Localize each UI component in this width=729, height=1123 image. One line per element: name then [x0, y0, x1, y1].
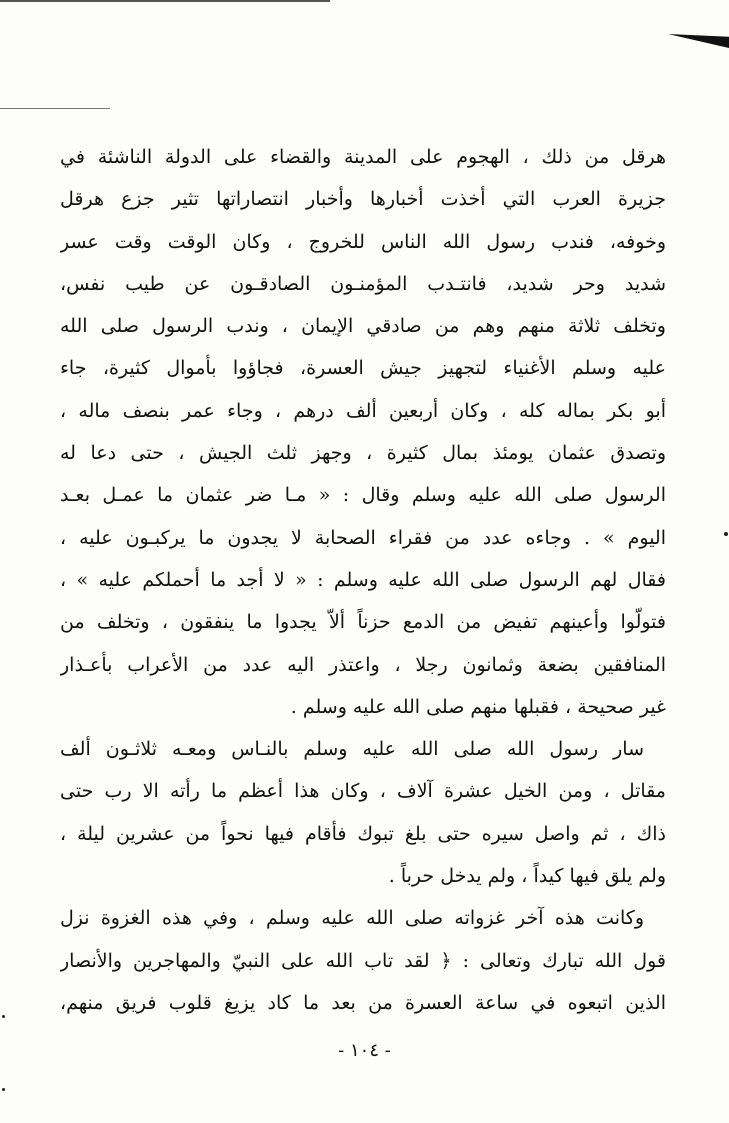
paragraph-end-line: ولم يلق فيها كيداً ، ولم يدخل حرباً . — [388, 865, 666, 888]
text-line: عليه وسلم الأغنياء لتجهيز جيش العسرة، فجاؤوا بأموال كثيرة، جاء — [60, 357, 666, 380]
text-line: الذين اتبعوه في ساعة العسرة من بعد ما كاد يزيغ قلوب فريق منهم، — [60, 991, 666, 1014]
scan-dot-left-2 — [2, 1088, 5, 1091]
text-line: وتخلف ثلاثة منهم وهم من صادقي الإيمان ، وندب الرسول صلى الله — [60, 315, 666, 338]
text-line: أبو بكر بماله كله ، وكان أربعين ألف درهم ، وجاء عمر بنصف ماله ، — [60, 399, 666, 422]
text-line: ذاك ، ثم واصل سيره حتى بلغ تبوك فأقام فيها نحواً من عشرين ليلة ، — [60, 822, 666, 845]
text-line: هرقل من ذلك ، الهجوم على المدينة والقضاء على الدولة الناشئة في — [60, 146, 666, 168]
paragraph-start-line: وكانت هذه آخر غزواته صلى الله عليه وسلم ، وفي هذه الغزوة نزل — [60, 907, 644, 930]
scan-dot-left-1 — [2, 1015, 5, 1018]
scan-dot-right — [724, 532, 728, 536]
text-line: شديد وحر شديد، فانتـدب المؤمنـون الصادقـون عن طيب نفس، — [60, 272, 666, 295]
text-line: المنافقين بضعة وثمانون رجلا ، واعتذر اليه عدد من الأعراب بأعـذار — [60, 653, 666, 676]
body-text — [60, 136, 666, 1024]
text-line: اليوم » . وجاءه عدد من فقراء الصحابة لا يجدون ما يركبـون عليه ، — [60, 526, 666, 549]
text-line: وتصدق عثمان يومئذ بمال كثيرة ، وجهز ثلث الجيش ، حتى دعا له — [60, 442, 666, 465]
text-line: قول الله تبارك وتعالى : ﴿ لقد تاب الله على النبيّ والمهاجرين والأنصار — [60, 949, 666, 972]
scan-mark-top-right — [668, 34, 729, 48]
scan-mark-left-line — [0, 108, 110, 109]
text-line: فتولّوا وأعينهم تفيض من الدمع حزناً ألاّ يجدوا ما ينفقون ، وتخلف من — [60, 611, 666, 634]
scan-mark-top-left — [0, 0, 330, 2]
text-line: مقاتل ، ومن الخيل عشرة آلاف ، وكان هذا أعظم ما رأته الا رب حتى — [60, 780, 666, 803]
paragraph-end-line: غير صحيحة ، فقبلها منهم صلى الله عليه وسلم . — [290, 695, 666, 718]
page-number: - ١٠٤ - — [338, 1040, 391, 1061]
text-line: جزيرة العرب التي أخذت أخبارها وأخبار انتصاراتها تثير جزع هرقل — [60, 188, 666, 211]
paragraph-start-line: سار رسول الله صلى الله عليه وسلم بالنـاس ومعـه ثلاثـون ألف — [60, 738, 644, 761]
text-line: الرسول صلى الله عليه وسلم وقال : « مـا ضر عثمان ما عمـل بعـد — [60, 484, 666, 507]
text-line: فقال لهم الرسول صلى الله عليه وسلم : « لا أجد ما أحملكم عليه » ، — [60, 568, 666, 591]
text-line: وخوفه، فندب رسول الله الناس للخروج ، وكان الوقت وقت عسر — [60, 230, 666, 253]
